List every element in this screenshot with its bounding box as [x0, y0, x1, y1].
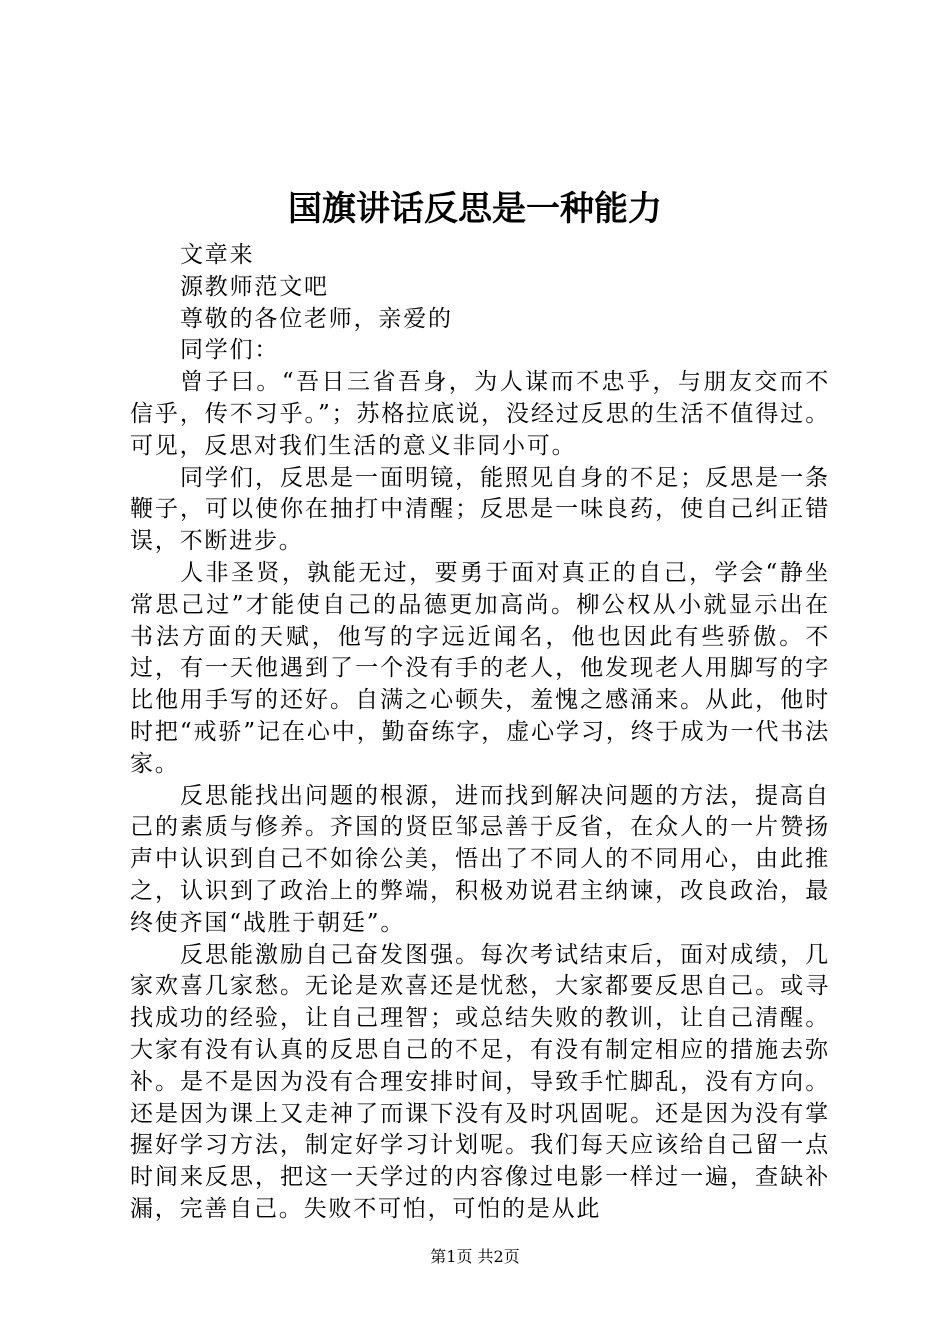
document-body: [130, 240, 830, 1226]
page-footer: 第1页 共2页: [430, 1247, 520, 1266]
paragraph: 同学们：: [180, 337, 280, 364]
paragraph: 人非圣贤，孰能无过，要勇于面对真正的自己，学会“静坐常思己过”才能使自己的品德更加高尚。柳公权从小就显示出在书法方面的天赋，他写的字远近闻名，他也因此有些骄傲。不过，有一天他遇到了一个没有手的老人，他发现老人用脚写的字比他用手写的还好。自满之心顿失，羞愧之感涌来。从此，他时时把“戒骄”记在心中，勤奋练字，虚心学习，终于成为一代书法家。: [130, 559, 830, 777]
paragraph: 反思能激励自己奋发图强。每次考试结束后，面对成绩，几家欢喜几家愁。无论是欢喜还是忧愁，大家都要反思自己。或寻找成功的经验，让自己理智；或总结失败的教训，让自己清醒。大家有没有认真的反思自己的不足，有没有制定相应的措施去弥补。是不是因为没有合理安排时间，导致手忙脚乱，没有方向。还是因为课上又走神了而课下没有及时巩固呢。还是因为没有掌握好学习方法，制定好学习计划呢。我们每天应该给自己留一点时间来反思，把这一天学过的内容像过电影一样过一遍，查缺补漏，完善自己。失败不可怕，可怕的是从此: [130, 941, 830, 1222]
paragraph: 反思能找出问题的根源，进而找到解决问题的方法，提高自己的素质与修养。齐国的贤臣邹忌善于反省，在众人的一片赞扬声中认识到自己不如徐公美，悟出了不同人的不同用心，由此推之，认识到了政治上的弊端，积极劝说君主纳谏，改良政治，最终使齐国“战胜于朝廷”。: [130, 782, 830, 936]
paragraph: 尊敬的各位老师，亲爱的: [180, 305, 453, 332]
paragraph: 文章来: [180, 242, 255, 268]
paragraph: 源教师范文吧: [180, 273, 329, 300]
document-title: 国旗讲话反思是一种能力: [288, 189, 662, 229]
paragraph: 曾子曰。“吾日三省吾身，为人谋而不忠乎，与朋友交而不信乎，传不习乎。”；苏格拉底说，没经过反思的生活不值得过。可见，反思对我们生活的意义非同小可。: [130, 369, 830, 459]
paragraph: 同学们，反思是一面明镜，能照见自身的不足；反思是一条鞭子，可以使你在抽打中清醒；反思是一味良药，使自己纠正错误，不断进步。: [130, 464, 830, 555]
